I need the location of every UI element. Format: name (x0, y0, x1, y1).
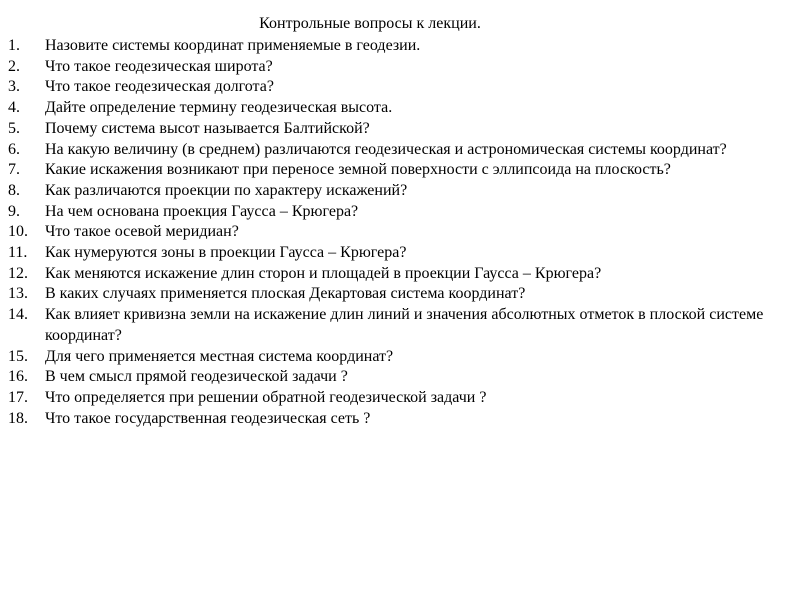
question-text: На какую величину (в среднем) различаются геодезическая и астрономическая системы координат? (45, 140, 727, 158)
question-text: Что определяется при решении обратной геодезической задачи ? (45, 388, 487, 406)
question-text: Что такое государственная геодезическая сеть ? (45, 409, 371, 427)
question-item (8, 119, 778, 140)
question-number: 3. (8, 78, 20, 96)
question-number: 18. (8, 409, 28, 427)
question-number: 6. (8, 140, 20, 158)
question-text: Для чего применяется местная система координат? (45, 347, 394, 365)
question-number: 11. (8, 244, 28, 262)
question-text: В каких случаях применяется плоская Декартовая система координат? (45, 285, 526, 303)
question-number: 14. (8, 306, 28, 324)
question-item (8, 181, 778, 202)
question-item (8, 284, 778, 305)
question-text: Что такое геодезическая широта? (45, 57, 273, 75)
question-number: 15. (8, 347, 28, 365)
question-text: Как различаются проекции по характеру искажений? (45, 181, 408, 199)
question-text: Что такое геодезическая долгота? (45, 78, 274, 96)
question-item (8, 367, 778, 388)
question-item (8, 140, 778, 161)
question-text: Назовите системы координат применяемые в геодезии. (45, 37, 421, 54)
question-item (8, 409, 778, 430)
question-text: Как меняются искажение длин сторон и площадей в проекции Гаусса – Крюгера? (45, 264, 602, 282)
question-number: 10. (8, 223, 28, 241)
question-number: 2. (8, 57, 20, 75)
question-number: 16. (8, 368, 28, 386)
question-item (8, 347, 778, 368)
question-item (8, 98, 778, 119)
question-number: 17. (8, 388, 28, 406)
question-list (8, 36, 778, 429)
question-number: 5. (8, 119, 20, 137)
page-title: Контрольные вопросы к лекции. (259, 15, 481, 32)
question-number: 4. (8, 99, 20, 117)
question-text: Как нумеруются зоны в проекции Гаусса – Крюгера? (45, 244, 407, 262)
question-number: 9. (8, 202, 20, 220)
question-item (8, 77, 778, 98)
question-text: Что такое осевой меридиан? (45, 223, 239, 241)
question-item (8, 202, 778, 223)
question-number: 12. (8, 264, 28, 282)
question-item (8, 305, 778, 346)
question-number: 13. (8, 285, 28, 303)
question-text: Почему система высот называется Балтийской? (45, 119, 370, 137)
question-item (8, 222, 778, 243)
question-number: 1. (8, 37, 20, 54)
question-item (8, 388, 778, 409)
question-text: Какие искажения возникают при переносе земной поверхности с эллипсоида на плоскость? (45, 161, 671, 179)
question-item (8, 243, 778, 264)
question-item (8, 57, 778, 78)
question-number: 7. (8, 161, 20, 179)
question-text: Дайте определение термину геодезическая высота. (45, 99, 393, 117)
question-item (8, 36, 778, 57)
question-item (8, 160, 778, 181)
question-text: В чем смысл прямой геодезической задачи ? (45, 368, 348, 386)
question-item (8, 264, 778, 285)
question-number: 8. (8, 181, 20, 199)
question-text: На чем основана проекция Гаусса – Крюгера? (45, 202, 359, 220)
question-text: Как влияет кривизна земли на искажение длин линий и значения абсолютных отметок в плоской системе координат? (45, 306, 764, 344)
